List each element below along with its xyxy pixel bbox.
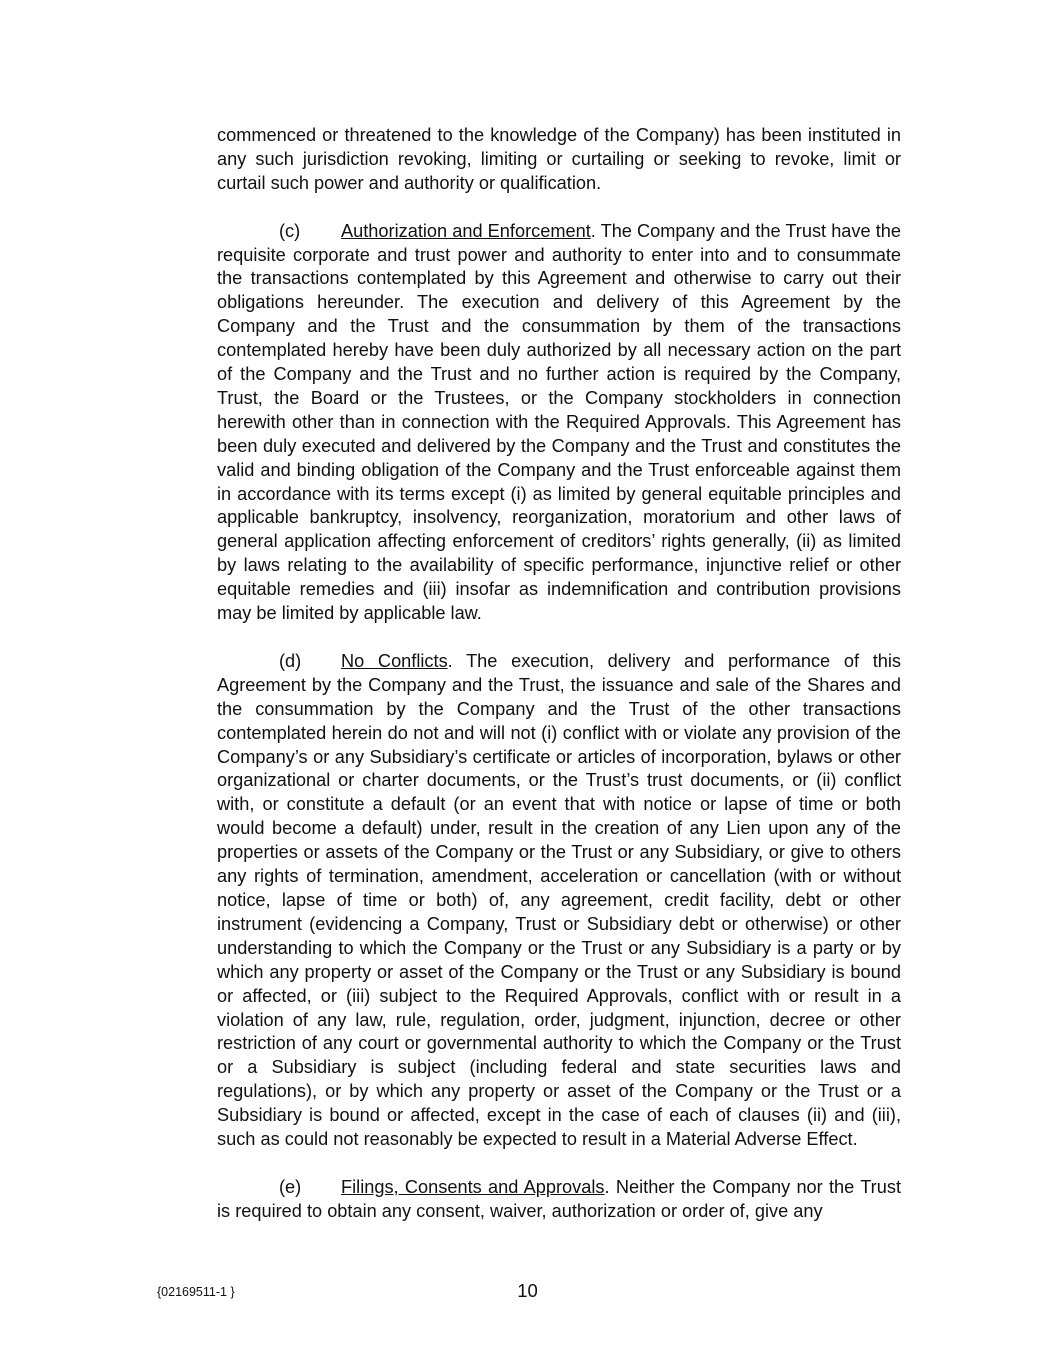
section-c-body: . The Company and the Trust have the requisite corporate and trust power and authority to enter into and to consummate the transactions contemplated by this Agreement and otherwise to carry out their obligations hereunder. The execution and delivery of this Agreement by the Company and the Trust and the consummation by them of the transactions contemplated hereby have been duly authorized by all necessary action on the part of the Company and the Trust and no further action is required by the Company, Trust, the Board or the Trustees, or the Company stockholders in connection herewith other than in connection with the Required Approvals. This Agreement has been duly executed and delivered by the Company and the Trust and constitutes the valid and binding obligation of the Company and the Trust enforceable against them in accordance with its terms except (i) as limited by general equitable principles and applicable bankruptcy, insolvency, reorganization, moratorium and other laws of general application affecting enforcement of creditors’ rights generally, (ii) as limited by laws relating to the availability of specific performance, injunctive relief or other equitable remedies and (iii) insofar as indemnification and contribution provisions may be limited by applicable law. xyxy=(217,220,901,624)
section-d-label: (d) xyxy=(279,650,302,671)
section-e-title: Filings, Consents and Approvals xyxy=(341,1176,605,1197)
footer-document-id: {02169511-1 } xyxy=(157,1285,235,1299)
section-d-title: No Conflicts xyxy=(341,650,448,671)
document-body xyxy=(217,124,901,1224)
section-e-label: (e) xyxy=(279,1176,302,1197)
section-e-paragraph xyxy=(217,1176,901,1224)
section-e-body: . Neither the Company nor the Trust is required to obtain any consent, waiver, authorization or order of, give any xyxy=(217,1176,901,1221)
section-d-paragraph xyxy=(217,650,901,1152)
section-c-paragraph xyxy=(217,220,901,626)
section-c-label: (c) xyxy=(279,220,301,241)
section-d-body: . The execution, delivery and performance of this Agreement by the Company and the Trust, the issuance and sale of the Shares and the consummation by the Company and the Trust of the other transactions contemplated herein do not and will not (i) conflict with or violate any provision of the Company’s or any Subsidiary’s certificate or articles of incorporation, bylaws or other organizational or charter documents, or the Trust’s trust documents, or (ii) conflict with, or constitute a default (or an event that with notice or lapse of time or both would become a default) under, result in the creation of any Lien upon any of the properties or assets of the Company or the Trust or any Subsidiary, or give to others any rights of termination, amendment, acceleration or cancellation (with or without notice, lapse of time or both) of, any agreement, credit facility, debt or other instrument (evidencing a Company, Trust or Subsidiary debt or otherwise) or other understanding to which the Company or the Trust or any Subsidiary is a party or by which any property or asset of the Company or the Trust or any Subsidiary is bound or affected, or (iii) subject to the Required Approvals, conflict with or result in a violation of any law, rule, regulation, order, judgment, injunction, decree or other restriction of any court or governmental authority to which the Company or the Trust or a Subsidiary is subject (including federal and state securities laws and regulations), or by which any property or asset of the Company or the Trust or a Subsidiary is bound or affected, except in the case of each of clauses (ii) and (iii), such as could not reasonably be expected to result in a Material Adverse Effect. xyxy=(217,650,901,1150)
paragraph-gap xyxy=(217,1152,901,1176)
section-c-title: Authorization and Enforcement xyxy=(341,220,591,241)
paragraph-gap xyxy=(217,196,901,220)
continuation-paragraph: commenced or threatened to the knowledge of the Company) has been instituted in any such jurisdiction revoking, limiting or curtailing or seeking to revoke, limit or curtail such power and authority or qualification. xyxy=(217,125,901,193)
paragraph-gap xyxy=(217,626,901,650)
footer-page-number: 10 xyxy=(517,1280,538,1301)
